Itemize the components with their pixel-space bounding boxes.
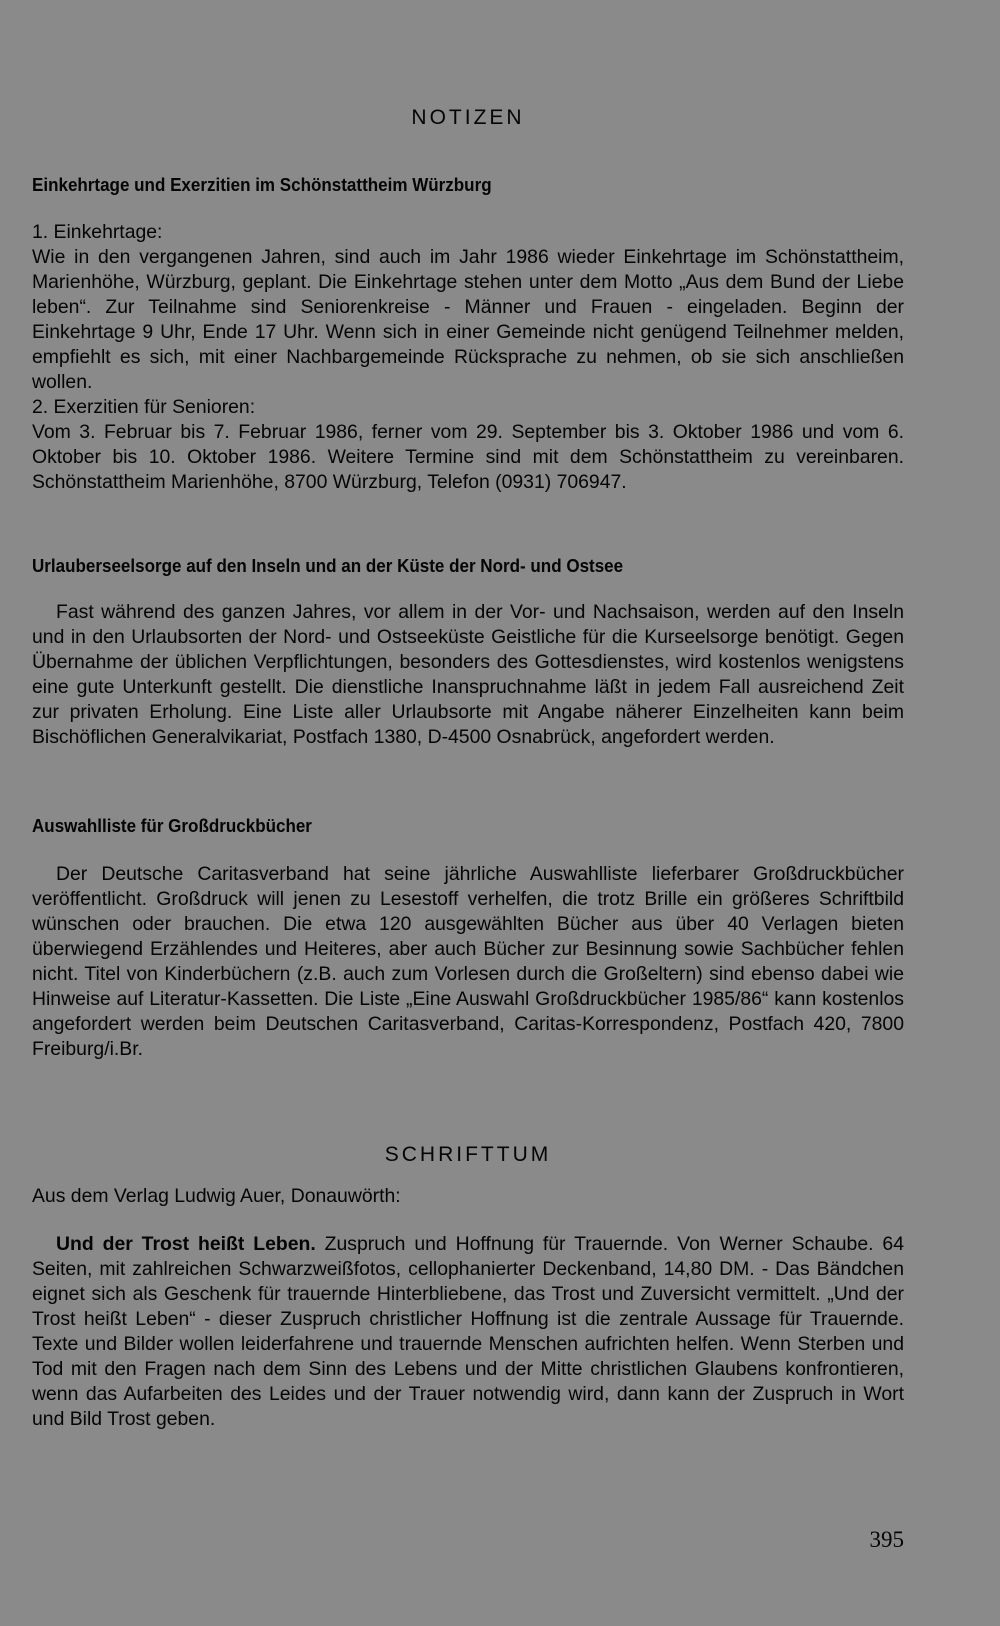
notizen-heading: NOTIZEN <box>411 106 525 129</box>
item-label-einkehrtage: 1. Einkehrtage: <box>32 221 163 243</box>
page-number: 395 <box>869 1527 904 1552</box>
article-text-grossdruck: Der Deutsche Caritasverband hat seine jährliche Auswahlliste lieferbarer Großdruckbücher veröffentlicht. Großdruck will jenen zu Lesestoff verhelfen, die trotz Brille ein größeres Schriftbild wünschen oder brauchen. Die etwa 120 ausgewählten Bücher aus über 40 Verlagen bieten überwiegend Erzählendes und Heiteres, aber auch Bücher zur Besinnung sowie Sachbücher fehlen nicht. Titel von Kinderbüchern (z.B. auch zum Vorlesen durch die Großeltern) sind ebenso dabei wie Hinweise auf Literatur-Kassetten. Die Liste „Eine Auswahl Großdruckbücher 1985/86“ kann kostenlos angefordert werden beim Deutschen Caritasverband, Caritas-Korrespondenz, Postfach 420, 7800 Freiburg/i.Br. <box>32 863 904 1060</box>
article-body-urlauberseelsorge <box>32 600 904 750</box>
review-paragraph <box>32 1232 904 1432</box>
item-label-exerzitien: 2. Exerzitien für Senioren: <box>32 396 256 418</box>
article-title-einkehrtage: Einkehrtage und Exerzitien im Schönstattheim Würzburg <box>32 174 492 195</box>
item-text-einkehrtage: Wie in den vergangenen Jahren, sind auch im Jahr 1986 wieder Einkehrtage im Schönstattheim, Marienhöhe, Würzburg, geplant. Die Einkehrtage stehen unter dem Motto „Aus dem Bund der Liebe leben“. Zur Teilnahme sind Seniorenkreise - Männer und Frauen - eingeladen. Beginn der Einkehrtage 9 Uhr, Ende 17 Uhr. Wenn sich in einer Gemeinde nicht genügend Teilnehmer melden, empfiehlt es sich, mit einer Nachbargemeinde Rücksprache zu nehmen, ob sie sich anschließen wollen. <box>32 246 904 393</box>
article-title-grossdruck: Auswahlliste für Großdruckbücher <box>32 815 312 836</box>
review-book-title: Und der Trost heißt Leben. <box>56 1233 316 1255</box>
publisher-text: Aus dem Verlag Ludwig Auer, Donauwörth: <box>32 1185 401 1207</box>
article-text-urlauberseelsorge: Fast während des ganzen Jahres, vor allem in der Vor- und Nachsaison, werden auf den Inseln und in den Urlaubsorten der Nord- und Ostseeküste Geistliche für die Kurseelsorge benötigt. Gegen Übernahme der üblichen Verpflichtungen, besonders des Gottesdienstes, wird kostenlos wenigstens eine gute Unterkunft gestellt. Die dienstliche Inanspruchnahme läßt in jedem Fall ausreichend Zeit zur privaten Erholung. Eine Liste aller Urlaubsorte mit Angabe näherer Einzelheiten kann beim Bischöflichen Generalvikariat, Postfach 1380, D-4500 Osnabrück, angefordert werden. <box>32 601 904 748</box>
article-title-urlauberseelsorge: Urlauberseelsorge auf den Inseln und an der Küste der Nord- und Ostsee <box>32 555 624 576</box>
document-page <box>32 0 904 1626</box>
article-body-einkehrtage <box>32 220 904 495</box>
review-body <box>32 1232 904 1432</box>
item-text-exerzitien: Vom 3. Februar bis 7. Februar 1986, ferner vom 29. September bis 3. Oktober 1986 und vom 6. Oktober bis 10. Oktober 1986. Weitere Termine sind mit dem Schönstattheim zu vereinbaren. Schönstattheim Marienhöhe, 8700 Würzburg, Telefon (0931) 706947. <box>32 421 904 493</box>
schrifttum-heading: SCHRIFTTUM <box>384 1143 552 1166</box>
publisher-line <box>32 1184 904 1209</box>
article-body-grossdruck <box>32 862 904 1062</box>
review-text: Zuspruch und Hoffnung für Trauernde. Von Werner Schaube. 64 Seiten, mit zahlreichen Schwarzweißfotos, cellophanierter Deckenband, 14,80 DM. - Das Bändchen eignet sich als Geschenk für trauernde Hinterbliebene, das Trost und Zuversicht vermittelt. „Und der Trost heißt Leben“ - dieser Zuspruch christlicher Hoffnung ist die zentrale Aussage für Trauernde. Texte und Bilder wollen leiderfahrene und trauernde Menschen aufrichten helfen. Wenn Sterben und Tod mit den Fragen nach dem Sinn des Lebens und der Mitte christlichen Glaubens konfrontieren, wenn das Aufarbeiten des Leides und der Trauer notwendig wird, dann kann der Zuspruch in Wort und Bild Trost geben. <box>32 1233 904 1430</box>
